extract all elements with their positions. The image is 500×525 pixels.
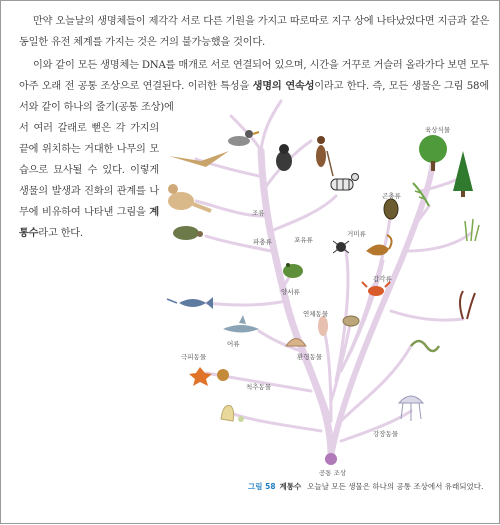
figure-caption-text: 오늘날 모든 생물은 하나의 공통 조상에서 유래되었다. [307,482,484,491]
sea-urchin-icon [217,369,229,381]
label-mammals: 포유류 [294,236,313,244]
oak-tree-icon [419,135,447,171]
label-insects: 곤충류 [382,192,401,200]
label-chordates: 척추동물 [246,383,272,391]
sponge-icon [221,406,244,422]
branch-gorilla [261,101,281,151]
paragraph-2-text-b: 이라고 한다. 즉, 모든 생물은 그림 58에서와 같이 하나의 줄기(공통 조상)에 [19,81,489,113]
figure-caption [248,481,483,492]
starfish-icon [189,367,212,386]
paragraph-3-text-a: 서 여러 갈래로 뻗은 각 가지의 끝에 위치하는 거대한 나무의 모습으로 묘사될 수 있다. 이렇게 생물의 발생과 진화의 관계를 나무에 비유하여 나타낸 그림을 [19,123,159,218]
human-ancestor-icon [316,136,333,176]
label-amphibians: 양서류 [281,288,300,296]
common-ancestor-icon [325,453,337,465]
clam-icon [286,339,306,347]
turtle-icon [173,226,203,240]
shark-icon [223,315,259,333]
branch-zebra [271,196,336,231]
pine-tree-icon [453,151,473,197]
label-common-ancestor: 공통 조상 [319,469,347,477]
branch-swordfish [206,301,286,305]
snail-icon [343,316,359,326]
label-arachnids: 거미류 [347,230,366,238]
gorilla-icon [276,144,292,171]
branch-seaweed [391,311,463,320]
dinosaur-icon [168,184,211,211]
label-land-plants: 육상식물 [425,126,451,134]
label-crustaceans: 갑각류 [373,275,392,283]
term-continuity-of-life: 생명의 연속성 [252,81,315,92]
paragraph-1-text: 만약 오늘날의 생명체들이 제각각 서로 다른 기원을 가지고 따로따로 지구 상에 나타났었다면 지금과 같은 동일한 유전 체계를 가지는 것은 거의 불가능했을 것이다. [19,16,489,48]
label-molluscs: 연체동물 [303,310,329,318]
label-reptiles: 파충류 [253,238,272,246]
zebra-icon [331,174,359,191]
paragraph-2-text-a: 이와 같이 모든 생명체는 DNA를 매개로 서로 연결되어 있으며, 시간을 거꾸로 거슬러 올라가다 보면 모두 아주 오래 전 공통 조상으로 연결된다. 이러한 특성을 [19,60,489,92]
paragraph-3-text-b: 라고 한다. [38,228,83,239]
spider-icon [333,241,349,253]
squid-icon [318,316,328,336]
seaweed-icon [460,291,475,319]
grass-icon [465,219,479,241]
branch-grass [406,233,471,251]
label-fish: 어류 [227,340,240,348]
phylogenetic-tree-figure [1,1,500,525]
worm-icon [411,341,439,351]
figure-title: 계통수 [279,482,302,491]
label-annelids: 환형동물 [297,353,323,361]
figure-number: 그림 58 [248,482,276,491]
beetle-icon [384,199,398,219]
label-echinoderms: 극피동물 [181,353,207,361]
label-cnidarians: 강장동물 [373,430,399,438]
swordfish-icon [167,297,213,309]
label-birds: 조류 [252,209,265,217]
frog-icon [283,263,303,278]
term-phylogenetic-tree: 계통수 [19,207,159,239]
branch-sponge [231,413,321,431]
